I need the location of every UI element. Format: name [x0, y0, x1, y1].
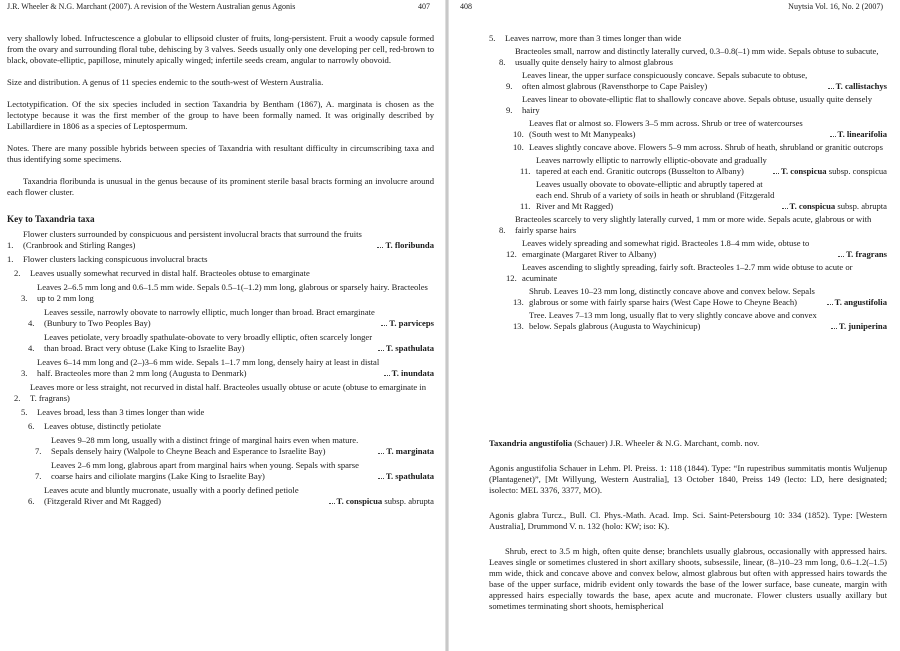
key-couplet-body [522, 238, 887, 260]
identification-key-right [489, 33, 887, 334]
key-couplet [513, 310, 887, 332]
key-couplet-text: Leaves usually obovate to obovate-elliptic and abruptly tapered at each end. Shrub of a variety of soils in heath or shrubland (Fitzgerald River and Mt Ragged) [536, 179, 775, 211]
key-couplet-number: 1. [7, 254, 14, 264]
key-couplet-number: 7. [35, 446, 42, 456]
key-couplet-number: 2. [14, 393, 21, 403]
key-taxon-binomial: T. conspicua [789, 201, 836, 211]
key-taxon-name [839, 321, 887, 332]
floribunda-note-text: Taxandria floribunda is unusual in the genus because of its prominent sterile basal bracts forming an involucre around each flower cluster. [7, 176, 434, 197]
key-couplet [506, 262, 887, 284]
species-authority: (Schauer) J.R. Wheeler & N.G. Marchant, comb. nov. [574, 438, 760, 448]
key-taxon-name [389, 318, 434, 329]
basionym-citation: Agonis angustifolia Schauer in Lehm. Pl. Preiss. 1: 118 (1844). Type: “In rupestribus summitatis montis Wuljenup (Plantagenet)”, [Mt Willyung, Western Australia], 13 October 1840, Preiss 149 (lecto: LD, here designated; isolecto: MEL 3376, 3377, MO). [489, 463, 887, 495]
key-couplet-number: 4. [28, 343, 35, 353]
key-taxon-binomial: T. juniperina [838, 321, 887, 331]
key-taxon-name [838, 129, 888, 140]
key-couplet-text: Leaves more or less straight, not recurved in distal half. Bracteoles usually obtuse or acute (obtuse to emarginate in T. fragrans) [30, 382, 426, 403]
key-couplet-text: Leaves flat or almost so. Flowers 3–5 mm across. Shrub or tree of watercourses (South west to Mt Manypeaks) [529, 118, 803, 139]
key-couplet-number: 1. [7, 240, 14, 250]
key-leader-dots [827, 304, 833, 305]
key-leader-dots [830, 136, 836, 137]
key-leader-dots [378, 350, 384, 351]
key-taxon-name [386, 471, 434, 482]
key-leader-dots [378, 478, 384, 479]
key-taxon-name [386, 446, 434, 457]
key-taxon-name [790, 201, 888, 212]
key-couplet [499, 214, 887, 236]
right-page-number: 408 [460, 2, 472, 11]
key-leader-dots [329, 503, 335, 504]
species-treatment [489, 438, 887, 626]
key-taxon-binomial: T. angustifolia [834, 297, 887, 307]
key-couplet-body [23, 254, 434, 265]
key-couplet-number: 10. [513, 129, 524, 139]
key-couplet-text: Leaves slightly concave above. Flowers 5–9 mm across. Shrub of heath, shrubland or granitic outcrops [529, 142, 883, 152]
key-couplet-text: Leaves acute and bluntly mucronate, usually with a poorly defined petiole (Fitzgerald River and Mt Ragged) [44, 485, 299, 506]
key-taxon-binomial: T. callistachys [835, 81, 887, 91]
key-couplet-body [30, 382, 434, 404]
key-couplet-number: 7. [35, 471, 42, 481]
key-leader-dots [828, 88, 834, 89]
key-couplet-number: 5. [489, 33, 496, 43]
key-taxon-binomial: T. parviceps [389, 318, 434, 328]
key-couplet [499, 46, 887, 68]
key-couplet [28, 332, 434, 354]
key-couplet [14, 268, 434, 279]
key-couplet-text: Flower clusters lacking conspicuous involucral bracts [23, 254, 208, 264]
key-couplet [28, 485, 434, 507]
key-couplet [489, 33, 887, 44]
synonym-citation: Agonis glabra Turcz., Bull. Cl. Phys.-Math. Acad. Imp. Sci. Saint-Petersbourg 10: 334 (1852). Type: [Western Australia], Drummond V. n. 132 (holo: KW; iso: K). [489, 510, 887, 531]
key-leader-dots [381, 325, 387, 326]
key-couplet-body [529, 118, 887, 140]
key-taxon-name [337, 496, 435, 507]
key-couplet-body [37, 282, 434, 304]
key-couplet-text: Leaves broad, less than 3 times longer than wide [37, 407, 205, 417]
key-couplet-text: Leaves narrow, more than 3 times longer than wide [505, 33, 682, 43]
key-couplet-text: Bracteoles small, narrow and distinctly laterally curved, 0.3–0.8(–1) mm wide. Sepals obtuse to subacute, usually quite densely hairy to almost glabrous [515, 46, 879, 67]
page-gutter [445, 0, 449, 651]
key-couplet [35, 435, 434, 457]
lectotypification-text: Lectotypification. Of the six species included in section Taxandria by Bentham (1867), A. marginata is chosen as the lectotype because it was the first member of the group to have been formally named. It was originally described by Labillardiere in 1806 as a species of Leptospermum. [7, 99, 434, 131]
key-couplet-body [536, 155, 887, 177]
key-taxon-name [836, 81, 887, 92]
key-taxon-name [781, 166, 887, 177]
key-leader-dots [384, 375, 390, 376]
right-page [453, 0, 895, 651]
key-couplet-number: 4. [28, 318, 35, 328]
key-couplet-text: Leaves ascending to slightly spreading, fairly soft. Bracteoles 1–2.7 mm wide obtuse to acute or acuminate [522, 262, 853, 283]
notes-text: Notes. There are many possible hybrids between species of Taxandria with resultant difficulty in circumscribing taxa and thus identifying some specimens. [7, 143, 434, 164]
key-couplet-text: Flower clusters surrounded by conspicuous and persistent involucral bracts that surround the fruits (Cranbrook and Stirling Ranges) [23, 229, 362, 250]
key-couplet-text: Leaves widely spreading and somewhat rigid. Bracteoles 1.8–4 mm wide, obtuse to emarginate (Margaret River to Albany) [522, 238, 810, 259]
key-leader-dots [838, 256, 844, 257]
key-couplet-number: 2. [14, 268, 21, 278]
key-couplet-body [529, 286, 887, 308]
treatment-heading [489, 438, 887, 449]
key-taxon-name [385, 240, 434, 251]
key-couplet-text: Bracteoles scarcely to very slightly laterally curved, 1 mm or more wide. Sepals acute, glabrous or with fairly sparse hairs [515, 214, 872, 235]
key-couplet-number: 6. [28, 496, 35, 506]
species-name: Taxandria angustifolia [489, 438, 573, 448]
key-taxon-binomial: T. conspicua [780, 166, 827, 176]
key-couplet-number: 12. [506, 273, 517, 283]
key-couplet-text: Shrub. Leaves 10–23 mm long, distinctly concave above and convex below. Sepals glabrous or some with fairly sparse hairs (West Cape Howe to Cheyne Beach) [529, 286, 815, 307]
key-couplet-body [51, 460, 434, 482]
key-couplet [513, 286, 887, 308]
key-couplet-number: 3. [21, 368, 28, 378]
running-head-title: J.R. Wheeler & N.G. Marchant (2007). A revision of the Western Australian genus Agonis [7, 2, 296, 11]
key-couplet-body [44, 307, 434, 329]
key-taxon-name [846, 249, 887, 260]
key-couplet-body [522, 94, 887, 116]
key-couplet-text: Leaves 2–6.5 mm long and 0.6–1.5 mm wide. Sepals 0.5–1(–1.2) mm long, glabrous or sparsely hairy. Bracteoles up to 2 mm long [37, 282, 428, 303]
key-leader-dots [377, 247, 383, 248]
key-couplet-text: Leaves 2–6 mm long, glabrous apart from marginal hairs when young. Sepals with sparse coarse hairs and ciliolate margins (Lake King to Israelite Bay) [51, 460, 359, 481]
key-couplet [28, 307, 434, 329]
key-couplet-number: 5. [21, 407, 28, 417]
key-taxon-binomial: T. spathulata [385, 471, 434, 481]
key-couplet-text: Leaves obtuse, distinctly petiolate [44, 421, 161, 431]
species-description: Shrub, erect to 3.5 m high, often quite dense; branchlets usually glabrous, occasionally with appressed hairs. Leaves single or sometimes clustered in short axillary shoots, subsessile, linear, (8–)10–23 mm long, 0.6–1.2(–1.5) mm wide, thick and concave above and convex below, almost glabrous but often with appressed hairs towards the base of the upper surface, midrib evident only towards the base of the lower surface, base cuneate, margin with appressed hairs especially towards the base, apex acute and mucronate. Flower clusters usually axillary but sometimes terminating short shoots, hemispherical [489, 546, 887, 611]
genus-description-text: very shallowly lobed. Infructescence a globular to ellipsoid cluster of fruits, long-persistent. Fruit a woody capsule formed from the ovary and surrounding floral tube, dehiscing by 3 valves. Seeds usually only one developing per cell, red-brown to black, obovate-elliptic, papillose, minutely apically winged; infertile seeds cream, angular to narrowly obovoid. [7, 33, 434, 65]
key-taxon-binomial: T. spathulata [385, 343, 434, 353]
key-couplet [7, 254, 434, 265]
key-couplet-number: 13. [513, 297, 524, 307]
key-taxon-name [392, 368, 434, 379]
key-taxon-binomial: T. floribunda [385, 240, 434, 250]
key-couplet-text: Leaves 6–14 mm long and (2–)3–6 mm wide. Sepals 1–1.7 mm long, densely hairy at least in distal half. Bracteoles more than 2 mm long (Augusta to Denmark) [37, 357, 380, 378]
key-couplet-number: 9. [506, 105, 513, 115]
key-taxon-binomial: T. conspicua [336, 496, 383, 506]
key-leader-dots [378, 453, 384, 454]
left-page-body [7, 33, 434, 510]
key-couplet-body [522, 70, 887, 92]
key-taxon-subspecies: subsp. abrupta [384, 496, 434, 506]
key-leader-dots [782, 208, 788, 209]
key-couplet-text: Leaves linear, the upper surface conspicuously concave. Sepals subacute to obtuse, often almost glabrous (Ravensthorpe to Cape Paisley) [522, 70, 808, 91]
key-couplet [21, 357, 434, 379]
key-couplet-text: Leaves 9–28 mm long, usually with a distinct fringe of marginal hairs even when mature. Sepals densely hairy (Walpole to Cheyne Beach and Esperance to Israelite Bay) [51, 435, 359, 456]
key-couplet-text: Tree. Leaves 7–13 mm long, usually flat to very slightly concave above and convex below. Sepals glabrous (Augusta to Waychinicup) [529, 310, 817, 331]
key-couplet [520, 155, 887, 177]
key-taxon-binomial: T. fragrans [846, 249, 887, 259]
key-couplet [513, 118, 887, 140]
size-distribution-text: Size and distribution. A genus of 11 species endemic to the south-west of Western Australia. [7, 77, 324, 87]
key-couplet-number: 3. [21, 293, 28, 303]
key-couplet-body [30, 268, 434, 279]
key-taxon-binomial: T. marginata [386, 446, 434, 456]
left-running-header [7, 2, 430, 11]
key-couplet [21, 407, 434, 418]
key-couplet-body [23, 229, 434, 251]
key-couplet [506, 70, 887, 92]
key-couplet-number: 11. [520, 166, 531, 176]
key-couplet [520, 179, 887, 212]
identification-key-left [7, 229, 434, 507]
key-couplet-body [44, 332, 434, 354]
key-couplet-text: Leaves sessile, narrowly obovate to narrowly elliptic, much longer than broad. Bract emarginate (Bunbury to Two Peoples Bay) [44, 307, 375, 328]
key-taxon-name [386, 343, 434, 354]
key-taxon-subspecies: subsp. conspicua [828, 166, 887, 176]
journal-name: Nuytsia Vol. 16, No. 2 (2007) [788, 2, 883, 11]
key-couplet [506, 94, 887, 116]
key-couplet [21, 282, 434, 304]
key-couplet [7, 229, 434, 251]
key-couplet-body [505, 33, 887, 44]
key-leader-dots [831, 328, 837, 329]
key-couplet [14, 382, 434, 404]
key-couplet-body [515, 46, 887, 68]
key-taxon-subspecies: subsp. abrupta [837, 201, 887, 211]
key-couplet-text: Leaves linear to obovate-elliptic flat to shallowly concave above. Sepals obtuse, usually quite densely hairy [522, 94, 873, 115]
key-couplet-text: Leaves petiolate, very broadly spathulate-obovate to very broadly elliptic, often scarcely longer than broad. Bract very obtuse (Lake King to Israelite Bay) [44, 332, 373, 353]
key-couplet-body [37, 407, 434, 418]
key-couplet-text: Leaves usually somewhat recurved in distal half. Bracteoles obtuse to emarginate [30, 268, 310, 278]
key-taxon-binomial: T. linearifolia [837, 129, 887, 139]
key-couplet-number: 8. [499, 57, 506, 67]
key-couplet-body [529, 310, 887, 332]
key-couplet-body [44, 421, 434, 432]
key-couplet-body [51, 435, 434, 457]
key-leader-dots [773, 173, 779, 174]
key-couplet-number: 13. [513, 321, 524, 331]
key-couplet-body [529, 142, 887, 153]
key-couplet [513, 142, 887, 153]
key-couplet [28, 421, 434, 432]
key-couplet-number: 8. [499, 225, 506, 235]
key-couplet [506, 238, 887, 260]
key-couplet-body [515, 214, 887, 236]
key-couplet-number: 12. [506, 249, 517, 259]
key-couplet-body [522, 262, 887, 284]
key-couplet-body [44, 485, 434, 507]
key-couplet-text: Leaves narrowly elliptic to narrowly elliptic-obovate and gradually tapered at each end. Granitic outcrops (Busselton to Albany) [536, 155, 767, 176]
right-running-header [460, 2, 883, 11]
key-taxon-binomial: T. inundata [391, 368, 434, 378]
key-couplet-body [37, 357, 434, 379]
key-couplet-body [536, 179, 887, 212]
key-couplet-number: 9. [506, 81, 513, 91]
key-heading: Key to Taxandria taxa [7, 214, 95, 224]
key-taxon-name [835, 297, 887, 308]
key-couplet-number: 10. [513, 142, 524, 152]
left-page-number: 407 [418, 2, 430, 11]
left-page [0, 0, 442, 651]
key-couplet [35, 460, 434, 482]
key-couplet-number: 6. [28, 421, 35, 431]
key-couplet-number: 11. [520, 201, 531, 211]
